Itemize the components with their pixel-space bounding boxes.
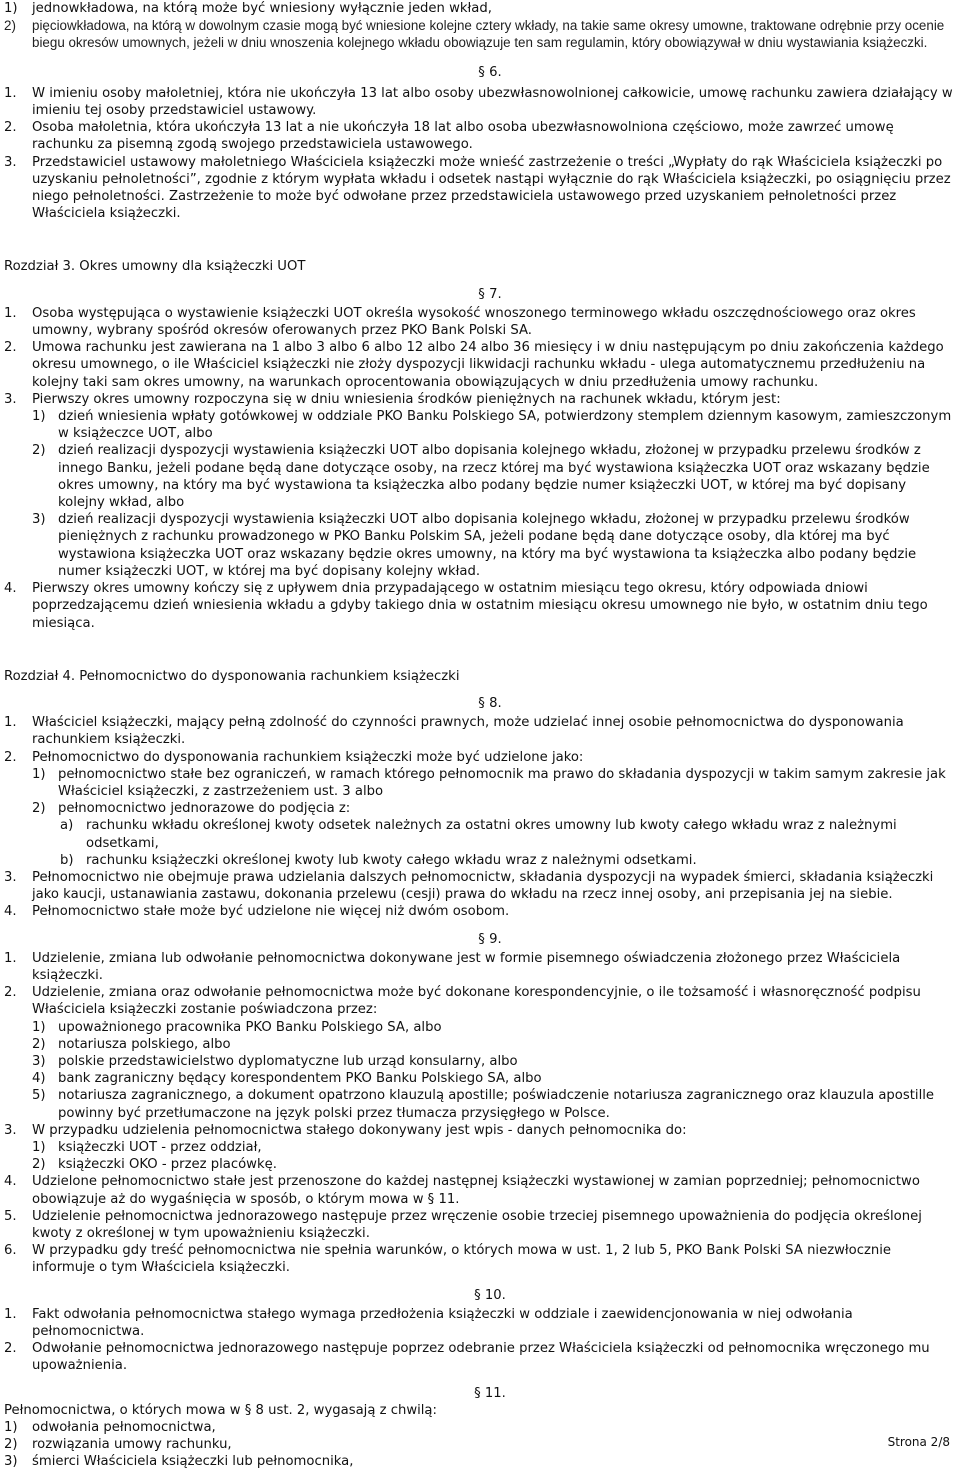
sub-item — [32, 766, 956, 800]
item-letter: a) — [60, 818, 74, 834]
item-text: Pełnomocnictwo nie obejmuje prawa udzielania dalszych pełnomocnictw, składania dyspozycji na wypadek śmierci, składania książeczki jako kaucji, ustanawiania zastawu, dokonania przelewu (cesji) prawa do wkładu na rzecz innej osoby, ani przepisania jej na siebie. — [32, 869, 934, 903]
section-heading-9 — [4, 931, 956, 948]
item-number: 1) — [32, 409, 46, 425]
item-text: bank zagraniczny będący korespondentem PKO Banku Polskiego SA, albo — [58, 1071, 542, 1087]
list-item — [4, 903, 956, 920]
list-item — [4, 714, 956, 748]
section-sign: § — [474, 1385, 485, 1401]
item-text: Pierwszy okres umowny rozpoczyna się w dniu wniesienia środków pieniężnych na rachunek wkładu, którym jest: — [32, 391, 781, 407]
section-sign: § — [478, 695, 490, 711]
item-number: 4. — [4, 904, 17, 920]
section-number: 9. — [489, 931, 502, 947]
item-text: rachunku wkładu określonej kwoty odsetek należnych za ostatni okres umowny lub kwoty całego wkładu wraz z należnymi odsetkami, — [86, 818, 897, 851]
item-text: Osoba występująca o wystawienie książeczki UOT określa wysokość wnoszonego terminowego wkładu oszczędnościowego oraz okres umowny, wybrany spośród okresów oferowanych przez PKO Bank Polski SA. — [32, 305, 916, 339]
top-list — [4, 0, 956, 52]
item-number: 3) — [4, 1454, 18, 1470]
item-text: dzień realizacji dyspozycji wystawienia książeczki UOT albo dopisania kolejnego wkładu, złożonej w przypadku przelewu środków z innego Banku, jeżeli podane będą dane dotyczące osoby, na rzecz której ma być wystawiona książeczka UOT oraz wskazany będzie okres umowny, na który ma być wystawiona ta książeczka albo podany będzie numer książeczki UOT, w której ma być dopisany kolejny wkład, albo — [58, 443, 930, 511]
item-number: 2) — [32, 443, 46, 459]
item-text: dzień realizacji dyspozycji wystawienia książeczki UOT albo dopisania kolejnego wkładu, złożonej w przypadku przelewu środków pieniężnych z rachunku prowadzonego w PKO Banku Polskim SA, jeżeli podane będą dane dotyczące osoby, dla której ma być wystawiona książeczka UOT oraz wskazany będzie okres umowny, na który ma być wystawiona ta książeczka albo podany będzie numer książeczki UOT, w której ma być dopisany kolejny wkład. — [58, 512, 917, 579]
item-number: 1. — [4, 950, 17, 966]
item-number: 4. — [4, 1174, 17, 1190]
item-number: 3. — [4, 391, 17, 407]
sub-sub-item — [60, 817, 956, 851]
section-sign: § — [478, 64, 490, 80]
item-number: 2. — [4, 120, 17, 136]
section-11-body — [4, 1402, 956, 1471]
item-number: 2) — [32, 1157, 46, 1173]
item-number: 1) — [4, 1420, 18, 1436]
section-sign: § — [478, 286, 490, 302]
list-item — [4, 749, 956, 766]
item-number: 2. — [4, 340, 17, 356]
item-number: 1. — [4, 305, 17, 321]
section-heading-8 — [4, 695, 956, 712]
item-text: Udzielenie, zmiana oraz odwołanie pełnomocnictwa może być dokonane korespondencyjnie, o ile tożsamość i własnoręczność podpisu Właściciela książeczki zostanie poświadczona przez: — [32, 985, 921, 1018]
item-number: 3. — [4, 869, 17, 885]
item-text: notariusza polskiego, albo — [58, 1036, 231, 1052]
item-text: Pierwszy okres umowny kończy się z upływem dnia przypadającego w ostatnim miesiącu tego okresu, który odpowiada dniowi poprzedzającemu dzień wniesienia wkładu a gdyby takiego dnia w ostatnim miesiącu okresu umownego nie było, w ostatnim dniu tego miesiąca. — [32, 581, 928, 631]
list-item — [4, 1340, 956, 1374]
sub-item — [32, 1019, 956, 1036]
list-item — [4, 1453, 956, 1470]
list-item — [4, 580, 956, 632]
item-text: Pełnomocnictwo stałe może być udzielone nie więcej niż dwóm osobom. — [32, 904, 510, 920]
list-item — [4, 1173, 956, 1207]
item-text: Przedstawiciel ustawowy małoletniego Właściciela książeczki może wnieść zastrzeżenie o treści „Wypłaty do rąk Właściciela książeczki po uzyskaniu pełnoletności”, zgodnie z którym wypłata wkładu i odsetek nastąpi wyłącznie do rąk Właściciela książeczki, po osiągnięciu przez niego pełnoletności. Zastrzeżenie to może być odwołane przez przedstawiciela ustawowego przed uzyskaniem pełnoletności przez Właściciela książeczki. — [32, 154, 951, 222]
section-heading-7 — [4, 286, 956, 303]
list-item — [4, 869, 956, 903]
list-item — [4, 305, 956, 339]
item-number: 3) — [32, 1053, 46, 1069]
sub-sub-item — [60, 852, 956, 869]
sub-item — [32, 1139, 956, 1156]
item-number: 5) — [32, 1088, 46, 1104]
item-number: 2) — [32, 801, 46, 817]
section-10-body — [4, 1306, 956, 1375]
list-item — [4, 0, 956, 17]
item-number: 1) — [32, 1019, 46, 1035]
item-text: W imieniu osoby małoletniej, która nie ukończyła 13 lat albo osoby ubezwłasnowolnionej całkowicie, umowę rachunku zawiera działający w imieniu tej osoby przedstawiciel ustawowy. — [32, 85, 953, 119]
list-item — [4, 1208, 956, 1242]
section-9-body — [4, 950, 956, 1277]
item-text: Umowa rachunku jest zawierana na 1 albo 3 albo 6 albo 12 albo 24 albo 36 miesięcy i w dniu następującym po dniu zakończenia każdego okresu umownego, o ile Właściciel książeczki nie złoży dyspozycji likwidacji rachunku wkładu - ulega automatycznemu przedłużeniu na kolejny taki sam okres umowny, na warunkach oprocentowania obowiązujących w dniu przedłużenia umowy rachunku. — [32, 340, 944, 390]
section-heading-6 — [4, 64, 956, 81]
section-heading-11 — [4, 1385, 956, 1402]
item-text: notariusza zagranicznego, a dokument opatrzono klauzulą apostille; poświadczenie notariusza zagranicznego oraz klauzula apostille powinny być przetłumaczone na język polski przez tłumacza przysięgłego w Polsce. — [58, 1088, 935, 1121]
item-number: 1) — [4, 1, 18, 16]
list-item — [4, 154, 956, 223]
sub-item — [32, 1053, 956, 1070]
item-number: 2) — [32, 1036, 46, 1052]
item-number: 2) — [4, 18, 16, 34]
item-text: W przypadku gdy treść pełnomocnictwa nie spełnia warunków, o których mowa w ust. 1, 2 lub 5, PKO Bank Polski SA niezwłocznie informuje o tym Właściciela książeczki. — [32, 1243, 892, 1276]
sub-item — [32, 511, 956, 580]
item-number: 3. — [4, 154, 17, 170]
section-number: 8. — [489, 695, 502, 711]
document-page — [4, 0, 956, 1471]
item-number: 1. — [4, 1306, 17, 1322]
sub-item — [32, 408, 956, 442]
section-8-body — [4, 714, 956, 920]
sub-item — [32, 1036, 956, 1053]
item-text: polskie przedstawicielstwo dyplomatyczne lub urząd konsularny, albo — [58, 1053, 518, 1069]
item-number: 2) — [4, 1437, 18, 1453]
item-text: dzień wniesienia wpłaty gotówkowej w oddziale PKO Banku Polskiego SA, potwierdzony stemplem dziennym kasowym, zamieszczonym w książeczce UOT, albo — [58, 409, 952, 442]
section-6-body — [4, 85, 956, 223]
item-text: Udzielenie pełnomocnictwa jednorazowego następuje przez wręczenie osobie trzeciej pisemnego upoważnienia do podjęcia określonej kwoty z określonej w tym upoważnieniu książeczki. — [32, 1208, 922, 1241]
list-item — [4, 1242, 956, 1276]
item-number: 2. — [4, 985, 17, 1001]
item-text: książeczki UOT - przez oddział, — [58, 1139, 262, 1155]
item-number: 5. — [4, 1208, 17, 1224]
list-item — [4, 85, 956, 119]
item-text: Fakt odwołania pełnomocnictwa stałego wymaga przedłożenia książeczki w oddziale i zaewidencjonowania w niej odwołania pełnomocnictwa. — [32, 1306, 853, 1340]
list-item — [4, 1306, 956, 1340]
list-item — [4, 119, 956, 153]
item-text: śmierci Właściciela książeczki lub pełnomocnika, — [32, 1454, 354, 1470]
item-text: książeczki OKO - przez placówkę. — [58, 1157, 277, 1173]
item-number: 1. — [4, 85, 17, 101]
item-text: pięciowkładowa, na którą w dowolnym czasie mogą być wniesione kolejne cztery wkłady, na takie same okresy umowne, traktowane odrębnie przy ocenie biegu okresów umownych, jeżeli w dniu wnoszenia kolejnego wkładu obowiązuje ten sam regulamin, który obowiązywał w dniu wystawiania książeczki. — [32, 18, 945, 51]
section-7-body — [4, 305, 956, 632]
item-text: Osoba małoletnia, która ukończyła 13 lat a nie ukończyła 18 lat albo osoba ubezwłasnowolniona częściowo, może zawrzeć umowę rachunku za pisemną zgodą swojego przedstawiciela ustawowego. — [32, 120, 894, 153]
item-number: 3. — [4, 1122, 17, 1138]
section-intro: Pełnomocnictwa, o których mowa w § 8 ust. 2, wygasają z chwilą: — [4, 1402, 437, 1418]
item-text: Odwołanie pełnomocnictwa jednorazowego następuje poprzez odebranie przez Właściciela książeczki od pełnomocnika wręczonego mu upoważnienia. — [32, 1341, 930, 1374]
list-item — [4, 391, 956, 408]
list-item — [4, 1419, 956, 1436]
page-number: Strona 2/8 — [887, 1435, 950, 1449]
item-text: pełnomocnictwo jednorazowe do podjęcia z: — [58, 801, 351, 817]
item-number: 1) — [32, 766, 46, 782]
item-number: 1) — [32, 1139, 46, 1155]
list-item — [4, 339, 956, 391]
section-number: 10. — [484, 1287, 506, 1303]
section-sign: § — [474, 1287, 485, 1303]
item-text: Udzielenie, zmiana lub odwołanie pełnomocnictwa dokonywane jest w formie pisemnego oświadczenia złożonego przez Właściciela książeczki. — [32, 950, 901, 983]
section-number: 6. — [489, 64, 502, 80]
sub-item — [32, 1156, 956, 1173]
chapter-heading-4: Rozdział 4. Pełnomocnictwo do dysponowania rachunkiem książeczki — [4, 668, 460, 684]
sub-item — [32, 442, 956, 511]
item-number: 4) — [32, 1071, 46, 1087]
item-number: 2. — [4, 1341, 17, 1357]
item-letter: b) — [60, 852, 74, 868]
item-number: 6. — [4, 1243, 17, 1259]
section-number: 7. — [489, 286, 502, 302]
item-number: 2. — [4, 749, 17, 765]
sub-item — [32, 1087, 956, 1121]
chapter-heading-3: Rozdział 3. Okres umowny dla książeczki UOT — [4, 259, 306, 275]
section-heading-10 — [4, 1287, 956, 1304]
item-number: 4. — [4, 581, 17, 597]
item-text: rachunku książeczki określonej kwoty lub kwoty całego wkładu wraz z należnymi odsetkami. — [86, 852, 697, 868]
list-item — [4, 950, 956, 984]
item-text: rozwiązania umowy rachunku, — [32, 1437, 232, 1453]
item-text: pełnomocnictwo stałe bez ograniczeń, w ramach którego pełnomocnik ma prawo do składania dyspozycji w takim samym zakresie jak Właściciel książeczki, z zastrzeżeniem ust. 3 albo — [58, 766, 946, 799]
item-number: 1. — [4, 715, 17, 731]
item-text: jednowkładowa, na którą może być wniesiony wyłącznie jeden wkład, — [32, 1, 492, 16]
section-sign: § — [478, 931, 490, 947]
section-number: 11. — [484, 1385, 506, 1401]
list-item — [4, 984, 956, 1018]
list-item — [4, 17, 956, 51]
item-text: Udzielone pełnomocnictwo stałe jest przenoszone do każdej następnej książeczki wystawionej w zamian poprzedniej; pełnomocnictwo obowiązuje aż do wygaśnięcia w sposób, o którym mowa w § 11. — [32, 1174, 920, 1207]
sub-item — [32, 1070, 956, 1087]
item-text: Właściciel książeczki, mający pełną zdolność do czynności prawnych, może udzielać innej osobie pełnomocnictwa do dysponowania rachunkiem książeczki. — [32, 715, 904, 748]
item-text: W przypadku udzielenia pełnomocnictwa stałego dokonywany jest wpis - danych pełnomocnika do: — [32, 1122, 687, 1138]
item-text: upoważnionego pracownika PKO Banku Polskiego SA, albo — [58, 1019, 442, 1035]
list-item — [4, 1122, 956, 1139]
item-text: Pełnomocnictwo do dysponowania rachunkiem książeczki może być udzielone jako: — [32, 749, 584, 765]
item-number: 3) — [32, 512, 46, 528]
sub-item — [32, 800, 956, 817]
item-text: odwołania pełnomocnictwa, — [32, 1420, 216, 1436]
